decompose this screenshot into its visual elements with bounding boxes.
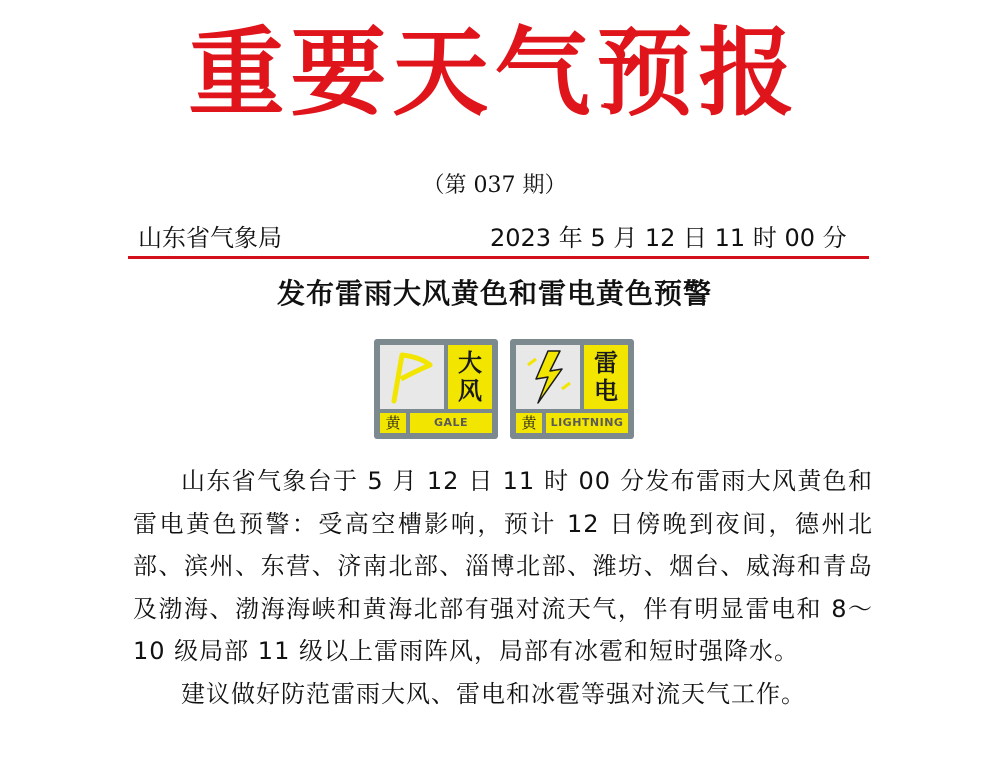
warning-signs [374, 339, 634, 439]
sign-char: 雷 [594, 349, 618, 377]
warning-headline: 发布雷雨大风黄色和雷电黄色预警 [276, 277, 712, 310]
lightning-yellow-warning-sign [510, 339, 634, 439]
sign-level: 黄 [380, 413, 406, 433]
sign-char: 电 [594, 377, 618, 405]
issue-number: （第 037 期） [422, 173, 567, 198]
forecast-paragraph: 山东省气象台于 5 月 12 日 11 时 00 分发布雷雨大风黄色和雷电黄色预警：受高空槽影响，预计 12 日傍晚到夜间，德州北部、滨州、东营、济南北部、淄博北部、潍坊、烟台、威海和青岛及渤海、渤海海峡和黄海北部有强对流天气，伴有明显雷电和 8～10 级局部 11 级以上雷雨阵风，局部有冰雹和短时强降水。 [133, 467, 873, 665]
forecast-body [133, 460, 873, 715]
red-divider [128, 256, 869, 259]
sign-label-gale [448, 345, 492, 409]
advice-paragraph: 建议做好防范雷雨大风、雷电和冰雹等强对流天气工作。 [181, 679, 806, 708]
sign-label-lightning [584, 345, 628, 409]
sign-english: LIGHTNING [546, 413, 628, 433]
sign-english: GALE [410, 413, 492, 433]
masthead-title: 重要天气预报 [188, 16, 801, 129]
issuing-agency: 山东省气象局 [138, 224, 282, 252]
gale-flag-icon [380, 345, 444, 409]
gale-yellow-warning-sign [374, 339, 498, 439]
sign-char: 风 [458, 377, 482, 405]
sign-level: 黄 [516, 413, 542, 433]
issue-datetime: 2023 年 5 月 12 日 11 时 00 分 [490, 224, 847, 252]
sign-char: 大 [458, 349, 482, 377]
lightning-bolt-icon [516, 345, 580, 409]
